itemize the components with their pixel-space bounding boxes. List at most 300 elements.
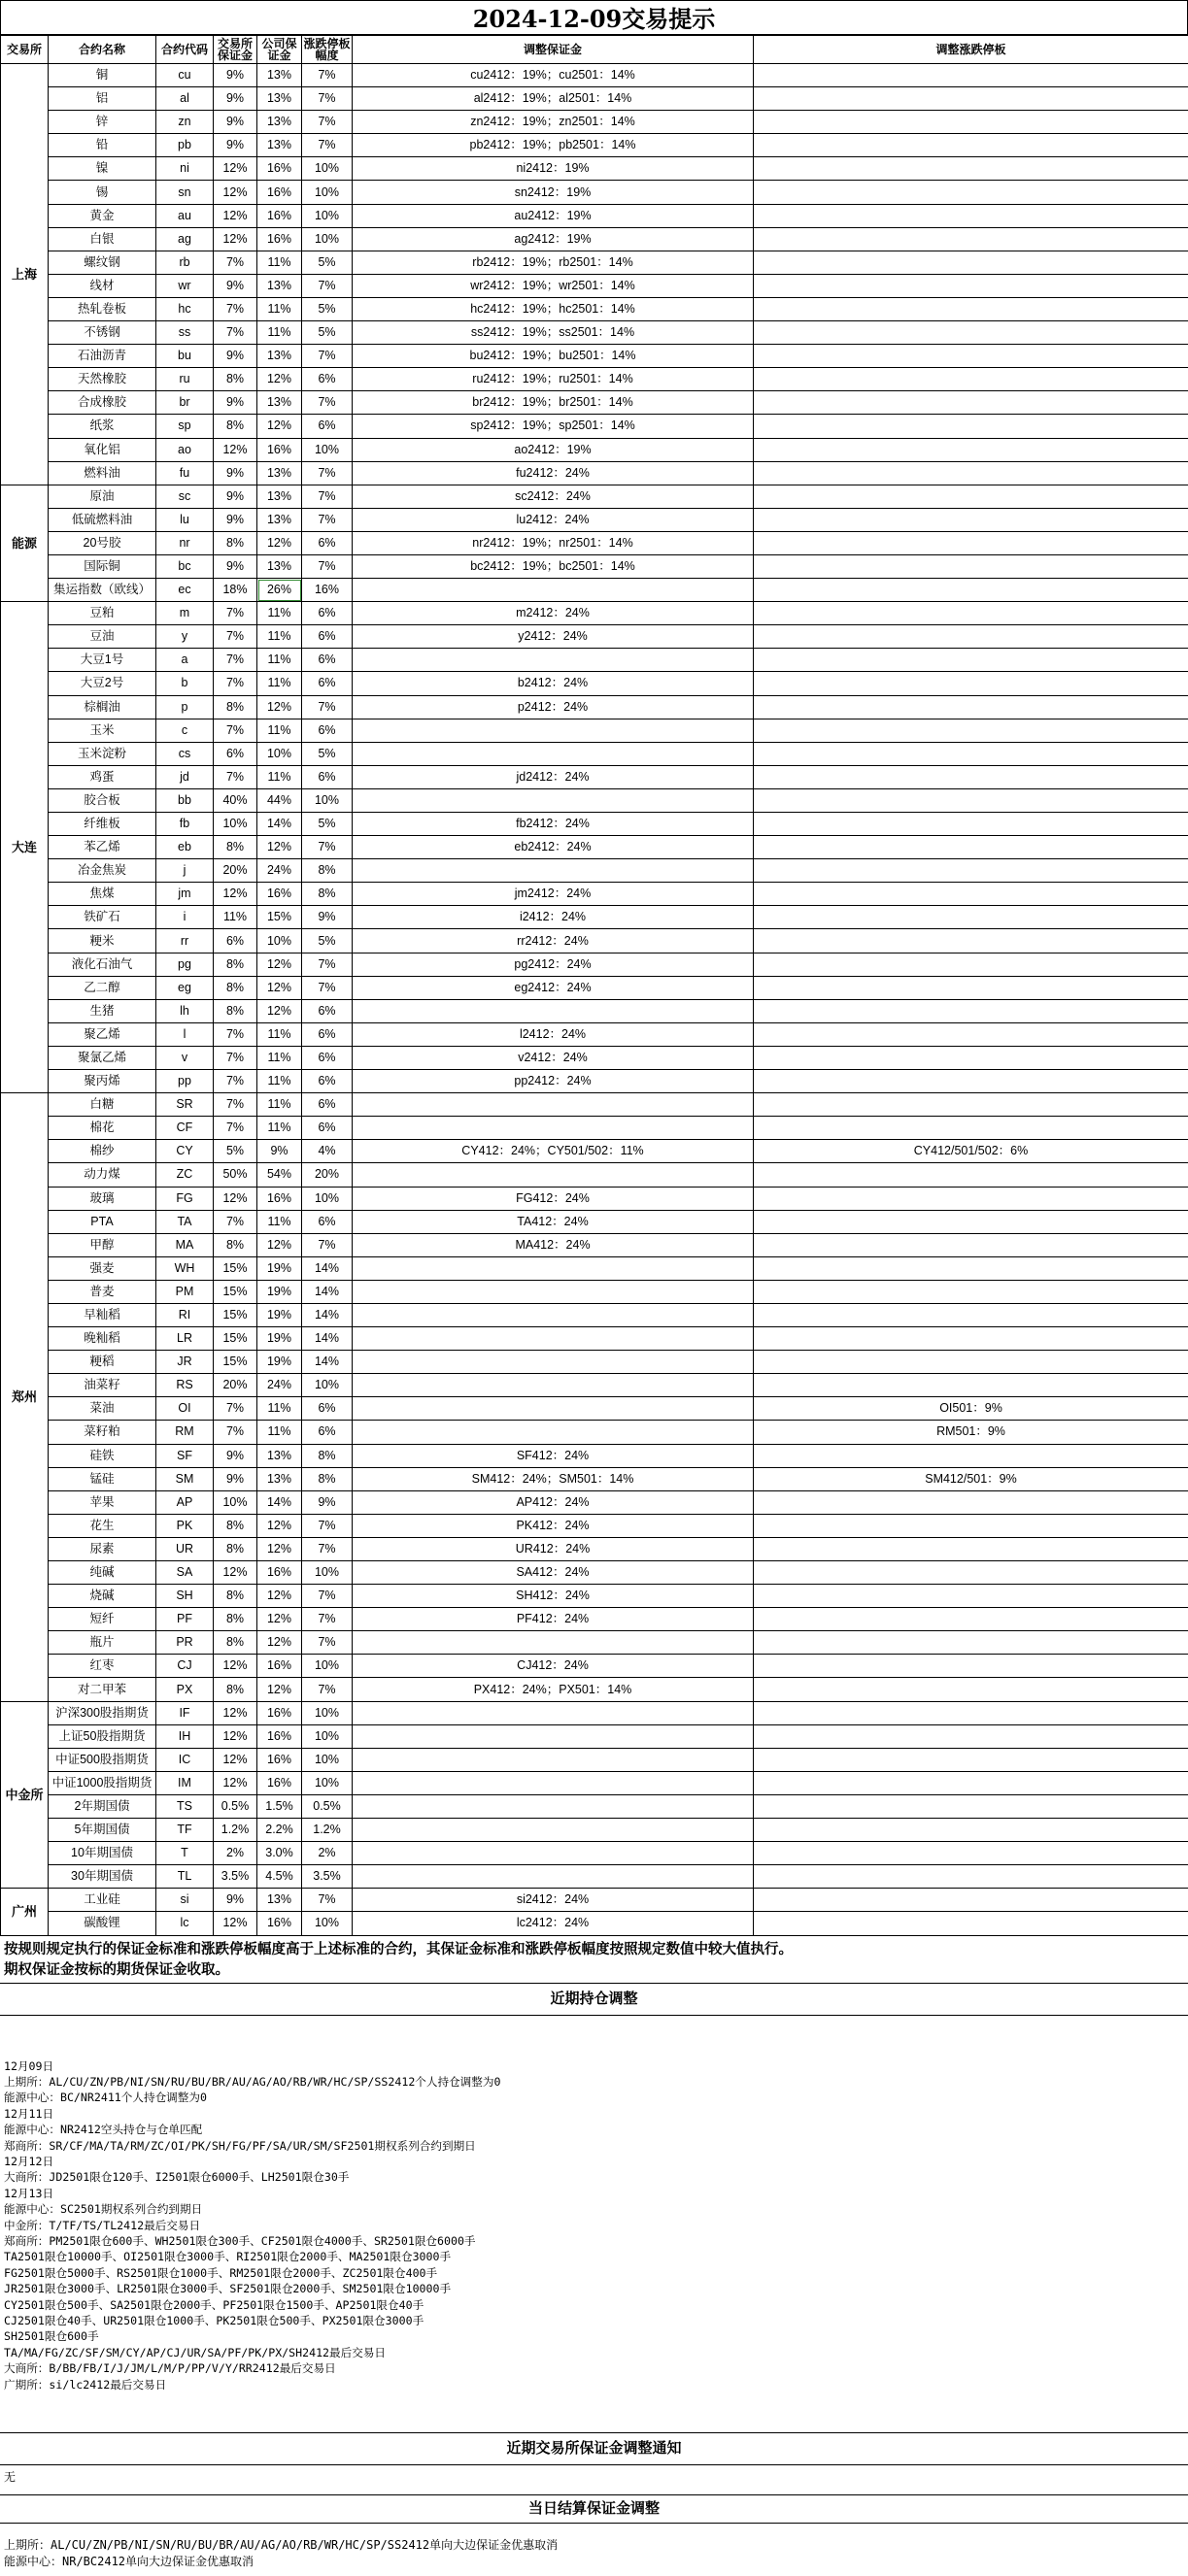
adjusted-margin-cell: eg2412：24%	[353, 976, 754, 999]
adjusted-limit-cell: RM501：9%	[754, 1421, 1188, 1444]
exchange-margin-cell: 12%	[214, 883, 257, 906]
adjusted-margin-cell: CY412：24%；CY501/502：11%	[353, 1140, 754, 1163]
limit-range-cell: 7%	[302, 87, 353, 111]
exchange-margin-cell: 9%	[214, 554, 257, 578]
adjusted-limit-cell	[754, 1608, 1188, 1631]
exchange-margin-cell: 2%	[214, 1842, 257, 1865]
contract-name-cell: 白糖	[49, 1093, 156, 1117]
header-exchange: 交易所	[1, 36, 49, 64]
adjusted-limit-cell	[754, 836, 1188, 859]
adjusted-limit-cell	[754, 1912, 1188, 1935]
adjusted-limit-cell	[754, 1327, 1188, 1351]
contract-name-cell: 动力煤	[49, 1163, 156, 1187]
limit-range-cell: 6%	[302, 672, 353, 695]
contract-code-cell: jd	[156, 765, 214, 788]
contract-name-cell: 棉纱	[49, 1140, 156, 1163]
exchange-margin-cell: 7%	[214, 765, 257, 788]
limit-range-cell: 7%	[302, 391, 353, 415]
adjusted-limit-cell	[754, 461, 1188, 485]
contract-code-cell: MA	[156, 1233, 214, 1256]
adjusted-margin-cell: pp2412：24%	[353, 1070, 754, 1093]
limit-range-cell: 9%	[302, 906, 353, 929]
adjusted-limit-cell	[754, 1210, 1188, 1233]
table-row	[1, 719, 1188, 742]
adjusted-margin-cell: eb2412：24%	[353, 836, 754, 859]
limit-range-cell: 7%	[302, 554, 353, 578]
limit-range-cell: 6%	[302, 719, 353, 742]
exchange-margin-cell: 1.2%	[214, 1819, 257, 1842]
exchange-margin-cell: 7%	[214, 1397, 257, 1421]
table-row	[1, 181, 1188, 204]
contract-code-cell: SA	[156, 1561, 214, 1585]
contract-code-cell: CF	[156, 1117, 214, 1140]
limit-range-cell: 10%	[302, 227, 353, 251]
company-margin-cell: 4.5%	[257, 1865, 302, 1889]
adjusted-limit-cell	[754, 695, 1188, 719]
contract-code-cell: RM	[156, 1421, 214, 1444]
contract-code-cell: wr	[156, 274, 214, 297]
limit-range-cell: 6%	[302, 1046, 353, 1069]
exchange-margin-cell: 12%	[214, 1912, 257, 1935]
table-row	[1, 227, 1188, 251]
exchange-cell: 广州	[1, 1889, 49, 1935]
adjusted-margin-cell: b2412：24%	[353, 672, 754, 695]
table-row	[1, 953, 1188, 976]
limit-range-cell: 20%	[302, 1163, 353, 1187]
company-margin-cell: 13%	[257, 461, 302, 485]
exchange-margin-cell: 8%	[214, 1585, 257, 1608]
adjusted-limit-cell	[754, 87, 1188, 111]
limit-range-cell: 10%	[302, 1771, 353, 1794]
contract-code-cell: l	[156, 1022, 214, 1046]
adjusted-limit-cell	[754, 345, 1188, 368]
exchange-margin-cell: 12%	[214, 1748, 257, 1771]
contract-code-cell: IC	[156, 1748, 214, 1771]
contract-name-cell: 燃料油	[49, 461, 156, 485]
contract-name-cell: 棉花	[49, 1117, 156, 1140]
company-margin-cell: 12%	[257, 999, 302, 1022]
exchange-margin-cell: 9%	[214, 87, 257, 111]
contract-code-cell: si	[156, 1889, 214, 1912]
company-margin-cell: 1.5%	[257, 1794, 302, 1818]
contract-code-cell: br	[156, 391, 214, 415]
exchange-margin-cell: 11%	[214, 906, 257, 929]
adjusted-margin-cell: ni2412：19%	[353, 157, 754, 181]
contract-name-cell: 锡	[49, 181, 156, 204]
limit-range-cell: 7%	[302, 1233, 353, 1256]
adjusted-margin-cell: rb2412：19%；rb2501：14%	[353, 251, 754, 274]
contract-name-cell: 玻璃	[49, 1187, 156, 1210]
contract-name-cell: 铁矿石	[49, 906, 156, 929]
company-margin-cell: 11%	[257, 1117, 302, 1140]
limit-range-cell: 14%	[302, 1256, 353, 1280]
limit-range-cell: 6%	[302, 765, 353, 788]
table-row	[1, 1865, 1188, 1889]
company-margin-cell: 13%	[257, 87, 302, 111]
adjusted-limit-cell	[754, 368, 1188, 391]
adjusted-limit-cell	[754, 649, 1188, 672]
company-margin-cell: 16%	[257, 1655, 302, 1678]
adjusted-limit-cell	[754, 297, 1188, 320]
contract-name-cell: 粳米	[49, 929, 156, 953]
table-row	[1, 321, 1188, 345]
limit-range-cell: 5%	[302, 321, 353, 345]
company-margin-cell: 19%	[257, 1303, 302, 1326]
contract-name-cell: 白银	[49, 227, 156, 251]
adjusted-limit-cell	[754, 227, 1188, 251]
company-margin-cell: 16%	[257, 1561, 302, 1585]
table-row	[1, 368, 1188, 391]
contract-name-cell: 氧化铝	[49, 438, 156, 461]
exchange-margin-cell: 6%	[214, 929, 257, 953]
exchange-margin-cell: 50%	[214, 1163, 257, 1187]
adjusted-margin-cell: br2412：19%；br2501：14%	[353, 391, 754, 415]
contract-name-cell: PTA	[49, 1210, 156, 1233]
adjusted-margin-cell	[353, 1256, 754, 1280]
table-row	[1, 649, 1188, 672]
exchange-margin-cell: 9%	[214, 111, 257, 134]
contract-code-cell: TS	[156, 1794, 214, 1818]
limit-range-cell: 14%	[302, 1327, 353, 1351]
contract-name-cell: 苹果	[49, 1490, 156, 1514]
exchange-margin-cell: 7%	[214, 251, 257, 274]
contract-name-cell: 锰硅	[49, 1467, 156, 1490]
limit-range-cell: 5%	[302, 251, 353, 274]
rule-note	[0, 1936, 1188, 1983]
exchange-margin-cell: 7%	[214, 1070, 257, 1093]
limit-range-cell: 7%	[302, 1889, 353, 1912]
contract-name-cell: 不锈钢	[49, 321, 156, 345]
contract-code-cell: pb	[156, 134, 214, 157]
contract-code-cell: AP	[156, 1490, 214, 1514]
adjusted-margin-cell: wr2412：19%；wr2501：14%	[353, 274, 754, 297]
exchange-margin-cell: 0.5%	[214, 1794, 257, 1818]
contract-name-cell: 铜	[49, 64, 156, 87]
limit-range-cell: 10%	[302, 204, 353, 227]
exchange-margin-cell: 9%	[214, 508, 257, 531]
contract-code-cell: pg	[156, 953, 214, 976]
table-row	[1, 1490, 1188, 1514]
exchange-margin-cell: 7%	[214, 602, 257, 625]
contract-name-cell: 甲醇	[49, 1233, 156, 1256]
table-row	[1, 1303, 1188, 1326]
contract-code-cell: PR	[156, 1631, 214, 1655]
contract-name-cell: 螺纹钢	[49, 251, 156, 274]
contract-name-cell: 集运指数（欧线）	[49, 579, 156, 602]
exchange-margin-cell: 12%	[214, 1187, 257, 1210]
contract-name-cell: 焦煤	[49, 883, 156, 906]
contract-code-cell: a	[156, 649, 214, 672]
limit-range-cell: 6%	[302, 625, 353, 649]
contract-code-cell: bu	[156, 345, 214, 368]
contract-name-cell: 液化石油气	[49, 953, 156, 976]
exchange-margin-cell: 9%	[214, 274, 257, 297]
limit-range-cell: 6%	[302, 1421, 353, 1444]
table-row	[1, 531, 1188, 554]
limit-range-cell: 5%	[302, 742, 353, 765]
contract-code-cell: y	[156, 625, 214, 649]
company-margin-cell: 11%	[257, 672, 302, 695]
adjusted-limit-cell	[754, 742, 1188, 765]
table-row	[1, 1070, 1188, 1093]
company-margin-cell: 9%	[257, 1140, 302, 1163]
contract-code-cell: pp	[156, 1070, 214, 1093]
exchange-cell: 上海	[1, 64, 49, 485]
exchange-margin-cell: 8%	[214, 1678, 257, 1701]
adjusted-margin-cell: fu2412：24%	[353, 461, 754, 485]
adjusted-margin-cell: SM412：24%；SM501：14%	[353, 1467, 754, 1490]
company-margin-cell: 11%	[257, 625, 302, 649]
limit-range-cell: 7%	[302, 64, 353, 87]
limit-range-cell: 7%	[302, 695, 353, 719]
table-row	[1, 695, 1188, 719]
adjusted-margin-cell: v2412：24%	[353, 1046, 754, 1069]
table-row	[1, 999, 1188, 1022]
header-contract-name: 合约名称	[49, 36, 156, 64]
company-margin-cell: 13%	[257, 111, 302, 134]
table-row	[1, 602, 1188, 625]
contract-name-cell: 尿素	[49, 1537, 156, 1560]
company-margin-cell: 16%	[257, 1748, 302, 1771]
exchange-margin-cell: 9%	[214, 485, 257, 508]
contract-name-cell: 强麦	[49, 1256, 156, 1280]
exchange-cell: 中金所	[1, 1701, 49, 1889]
contract-code-cell: UR	[156, 1537, 214, 1560]
adjusted-limit-cell	[754, 321, 1188, 345]
company-margin-cell: 10%	[257, 929, 302, 953]
adjusted-limit-cell	[754, 999, 1188, 1022]
company-margin-cell: 2.2%	[257, 1819, 302, 1842]
company-margin-cell: 14%	[257, 813, 302, 836]
contract-code-cell: nr	[156, 531, 214, 554]
contract-code-cell: PX	[156, 1678, 214, 1701]
contract-name-cell: 热轧卷板	[49, 297, 156, 320]
contract-code-cell: RI	[156, 1303, 214, 1326]
company-margin-cell: 11%	[257, 1070, 302, 1093]
contract-code-cell: cs	[156, 742, 214, 765]
limit-range-cell: 10%	[302, 1748, 353, 1771]
adjusted-margin-cell: l2412：24%	[353, 1022, 754, 1046]
exchange-margin-cell: 8%	[214, 953, 257, 976]
contract-name-cell: 胶合板	[49, 788, 156, 812]
exchange-margin-cell: 9%	[214, 391, 257, 415]
adjusted-margin-cell	[353, 1163, 754, 1187]
contract-code-cell: TF	[156, 1819, 214, 1842]
company-margin-cell: 11%	[257, 649, 302, 672]
adjusted-limit-cell	[754, 1794, 1188, 1818]
adjusted-limit-cell	[754, 1842, 1188, 1865]
table-row	[1, 1256, 1188, 1280]
adjusted-margin-cell	[353, 1117, 754, 1140]
exchange-margin-cell: 10%	[214, 813, 257, 836]
contract-name-cell: 纤维板	[49, 813, 156, 836]
company-margin-cell: 11%	[257, 1397, 302, 1421]
contract-name-cell: 苯乙烯	[49, 836, 156, 859]
contract-code-cell: SH	[156, 1585, 214, 1608]
company-margin-cell: 11%	[257, 1093, 302, 1117]
contract-code-cell: eg	[156, 976, 214, 999]
adjusted-limit-cell	[754, 508, 1188, 531]
positions-section-title: 近期持仓调整	[0, 1983, 1188, 2016]
limit-range-cell: 7%	[302, 111, 353, 134]
table-row	[1, 1093, 1188, 1117]
adjusted-margin-cell: MA412：24%	[353, 1233, 754, 1256]
table-row	[1, 1655, 1188, 1678]
company-margin-cell: 12%	[257, 415, 302, 438]
exchange-margin-cell: 7%	[214, 672, 257, 695]
exchange-margin-cell: 7%	[214, 1093, 257, 1117]
contract-name-cell: 鸡蛋	[49, 765, 156, 788]
settle-section-title: 当日结算保证金调整	[0, 2495, 1188, 2524]
contract-code-cell: au	[156, 204, 214, 227]
exchange-margin-cell: 9%	[214, 1889, 257, 1912]
exchange-margin-cell: 8%	[214, 531, 257, 554]
limit-range-cell: 7%	[302, 134, 353, 157]
table-row	[1, 1585, 1188, 1608]
table-row	[1, 1117, 1188, 1140]
adjusted-limit-cell	[754, 157, 1188, 181]
adjusted-margin-cell: UR412：24%	[353, 1537, 754, 1560]
exchange-margin-cell: 12%	[214, 204, 257, 227]
table-row	[1, 1444, 1188, 1467]
company-margin-cell: 16%	[257, 1187, 302, 1210]
contract-code-cell: ec	[156, 579, 214, 602]
adjusted-limit-cell	[754, 1889, 1188, 1912]
contract-code-cell: eb	[156, 836, 214, 859]
contract-code-cell: TL	[156, 1865, 214, 1889]
contract-name-cell: 冶金焦炭	[49, 859, 156, 883]
table-row	[1, 64, 1188, 87]
adjusted-limit-cell	[754, 1585, 1188, 1608]
limit-range-cell: 10%	[302, 1374, 353, 1397]
contract-code-cell: j	[156, 859, 214, 883]
contract-code-cell: fb	[156, 813, 214, 836]
adjusted-margin-cell: SF412：24%	[353, 1444, 754, 1467]
table-row	[1, 391, 1188, 415]
contract-code-cell: JR	[156, 1351, 214, 1374]
table-row	[1, 1421, 1188, 1444]
company-margin-cell: 13%	[257, 1467, 302, 1490]
table-row	[1, 1819, 1188, 1842]
table-row	[1, 485, 1188, 508]
company-margin-cell: 16%	[257, 1771, 302, 1794]
limit-range-cell: 10%	[302, 1701, 353, 1724]
adjusted-margin-cell: ru2412：19%；ru2501：14%	[353, 368, 754, 391]
contract-name-cell: 大豆2号	[49, 672, 156, 695]
adjusted-margin-cell	[353, 1093, 754, 1117]
page-title: 2024-12-09交易提示	[0, 0, 1188, 35]
contract-name-cell: 合成橡胶	[49, 391, 156, 415]
adjusted-limit-cell	[754, 1865, 1188, 1889]
exchange-margin-cell: 7%	[214, 649, 257, 672]
table-row	[1, 1724, 1188, 1748]
contract-name-cell: 纯碱	[49, 1561, 156, 1585]
limit-range-cell: 6%	[302, 415, 353, 438]
adjusted-limit-cell	[754, 1631, 1188, 1655]
company-margin-cell: 16%	[257, 438, 302, 461]
company-margin-cell: 12%	[257, 1608, 302, 1631]
contract-code-cell: lh	[156, 999, 214, 1022]
company-margin-cell: 15%	[257, 906, 302, 929]
adjusted-limit-cell	[754, 1303, 1188, 1326]
notice-text: 无	[0, 2465, 1188, 2495]
table-row	[1, 87, 1188, 111]
exchange-margin-cell: 8%	[214, 1631, 257, 1655]
contract-name-cell: 原油	[49, 485, 156, 508]
exchange-margin-cell: 7%	[214, 1046, 257, 1069]
contract-name-cell: 短纤	[49, 1608, 156, 1631]
table-row	[1, 1397, 1188, 1421]
adjusted-limit-cell	[754, 625, 1188, 649]
table-row	[1, 1608, 1188, 1631]
contract-code-cell: T	[156, 1842, 214, 1865]
adjusted-margin-cell	[353, 999, 754, 1022]
adjusted-limit-cell	[754, 438, 1188, 461]
adjusted-margin-cell: si2412：24%	[353, 1889, 754, 1912]
contract-code-cell: PM	[156, 1280, 214, 1303]
adjusted-limit-cell	[754, 1724, 1188, 1748]
contract-name-cell: 菜籽粕	[49, 1421, 156, 1444]
table-row	[1, 134, 1188, 157]
adjusted-limit-cell	[754, 602, 1188, 625]
contract-code-cell: cu	[156, 64, 214, 87]
contract-code-cell: IF	[156, 1701, 214, 1724]
contract-name-cell: 石油沥青	[49, 345, 156, 368]
company-margin-cell: 11%	[257, 1210, 302, 1233]
exchange-margin-cell: 12%	[214, 1561, 257, 1585]
adjusted-margin-cell: sn2412：19%	[353, 181, 754, 204]
company-margin-cell: 12%	[257, 695, 302, 719]
exchange-margin-cell: 8%	[214, 1233, 257, 1256]
contract-name-cell: 豆粕	[49, 602, 156, 625]
table-row	[1, 765, 1188, 788]
adjusted-limit-cell	[754, 204, 1188, 227]
adjusted-margin-cell	[353, 1327, 754, 1351]
contract-name-cell: 纸浆	[49, 415, 156, 438]
adjusted-margin-cell: sc2412：24%	[353, 485, 754, 508]
exchange-margin-cell: 20%	[214, 859, 257, 883]
table-row	[1, 579, 1188, 602]
adjusted-limit-cell	[754, 1256, 1188, 1280]
company-margin-cell: 13%	[257, 508, 302, 531]
company-margin-cell: 13%	[257, 1889, 302, 1912]
adjusted-margin-cell	[353, 742, 754, 765]
adjusted-limit-cell	[754, 531, 1188, 554]
adjusted-limit-cell	[754, 883, 1188, 906]
positions-text: 12月09日 上期所：AL/CU/ZN/PB/NI/SN/RU/BU/BR/AU/AG/AO/RB/WR/HC/SP/SS2412个人持仓调整为0 能源中心：BC/NR2411个人持仓调整为0 12月11日 能源中心：NR2412空头持仓与仓单匹配 郑商所：SR/CF/MA/TA/RM/ZC/OI/PK/SH/FG/PF/SA/UR/SM/SF2501期权系列合约到期日 12月12日 大商所：JD2501限仓120手、I2501限仓6000手、LH2501限仓30手 12月13日 能源中心：SC2501期权系列合约到期日 中金所：T/TF/TS/TL2412最后交易日 郑商所：PM2501限仓600手、WH2501限仓300手、CF2501限仓4000手、SR2501限仓6000手 TA2501限仓10000手、OI2501限仓3000手、RI2501限仓2000手、MA2501限仓3000手 FG2501限仓5000手、RS2501限仓1000手、RM2501限仓2000手、ZC2501限仓400手 JR2501限仓3000手、LR2501限仓3000手、SF2501限仓2000手、SM2501限仓10000手 CY2501限仓500手、SA2501限仓2000手、PF2501限仓1500手、AP2501限仓40手 CJ2501限仓40手、UR2501限仓1000手、PK2501限仓500手、PX2501限仓3000手 SH2501限仓600手 TA/MA/FG/ZC/SF/SM/CY/AP/CJ/UR/SA/PF/PK/PX/SH2412最后交易日 大商所：B/BB/FB/I/J/JM/L/M/P/PP/V/Y/RR2412最后交易日 广期所：si/lc2412最后交易日	[0, 2016, 1188, 2433]
contract-name-cell: 黄金	[49, 204, 156, 227]
adjusted-limit-cell	[754, 1374, 1188, 1397]
contract-name-cell: 烧碱	[49, 1585, 156, 1608]
limit-range-cell: 6%	[302, 1022, 353, 1046]
adjusted-margin-cell: FG412：24%	[353, 1187, 754, 1210]
exchange-margin-cell: 12%	[214, 438, 257, 461]
contract-name-cell: 普麦	[49, 1280, 156, 1303]
table-row	[1, 438, 1188, 461]
exchange-margin-cell: 9%	[214, 64, 257, 87]
adjusted-margin-cell	[353, 1842, 754, 1865]
contract-name-cell: 工业硅	[49, 1889, 156, 1912]
company-margin-cell: 12%	[257, 1631, 302, 1655]
contract-name-cell: 锌	[49, 111, 156, 134]
adjusted-margin-cell	[353, 788, 754, 812]
limit-range-cell: 9%	[302, 1490, 353, 1514]
adjusted-limit-cell	[754, 1117, 1188, 1140]
limit-range-cell: 6%	[302, 1210, 353, 1233]
limit-range-cell: 4%	[302, 1140, 353, 1163]
adjusted-limit-cell	[754, 1514, 1188, 1537]
adjusted-margin-cell	[353, 1631, 754, 1655]
